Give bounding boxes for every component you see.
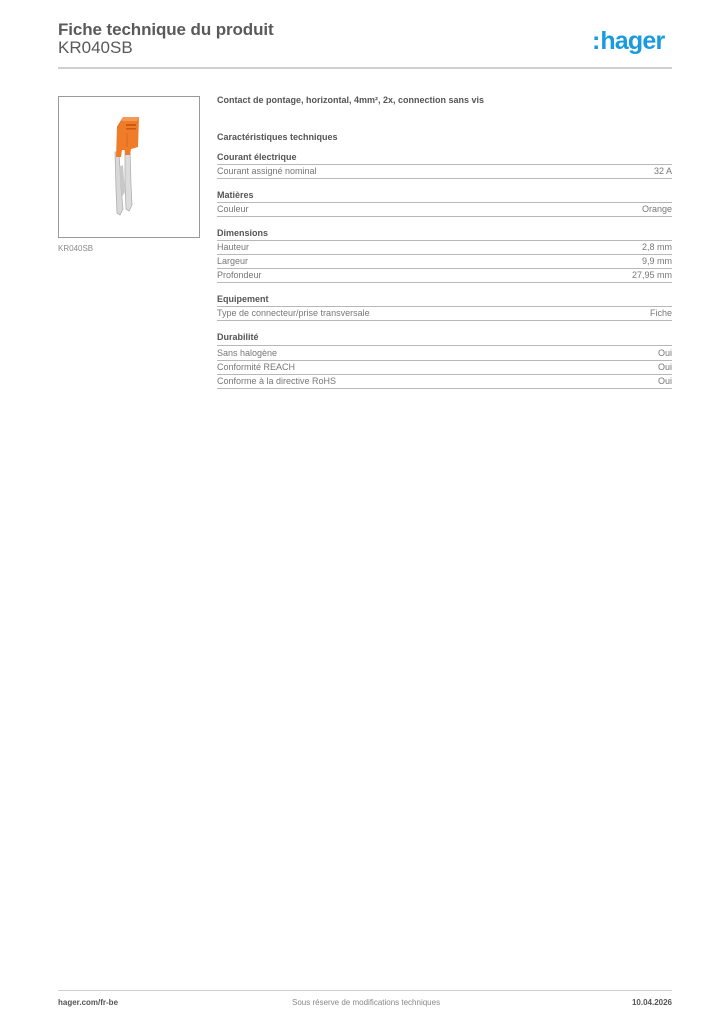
spec-row xyxy=(217,203,672,217)
spec-row xyxy=(217,269,672,283)
footer-date: 10.04.2026 xyxy=(631,998,672,1007)
hager-logo xyxy=(592,27,664,55)
logo-colon: : xyxy=(592,27,601,55)
spec-label: Profondeur xyxy=(217,270,262,280)
spec-row xyxy=(217,165,672,179)
spec-row xyxy=(217,375,672,389)
footer-divider xyxy=(58,990,672,991)
product-code: KR040SB xyxy=(58,38,133,57)
spec-label: Type de connecteur/prise transversale xyxy=(217,308,370,318)
group-title: Durabilité xyxy=(217,331,672,346)
product-description: Contact de pontage, horizontal, 4mm², 2x, connection sans vis xyxy=(217,95,485,105)
spec-label: Couleur xyxy=(217,204,249,214)
spec-group-equipement xyxy=(217,293,672,321)
spec-value: 32 A xyxy=(653,166,672,176)
spec-group-dimensions xyxy=(217,227,672,283)
group-title: Courant électrique xyxy=(217,151,672,165)
image-caption: KR040SB xyxy=(58,244,94,253)
spec-row xyxy=(217,255,672,269)
spec-label: Sans halogène xyxy=(217,348,278,358)
spec-row xyxy=(217,361,672,375)
spec-value: Fiche xyxy=(649,308,672,318)
spec-row xyxy=(217,347,672,361)
spec-value: Orange xyxy=(641,204,672,214)
group-title: Equipement xyxy=(217,293,672,307)
logo-text: hager xyxy=(600,27,665,55)
bridging-contact-icon xyxy=(59,97,199,237)
spec-group-matieres xyxy=(217,189,672,217)
spec-group-durabilite xyxy=(217,331,672,389)
spec-value: Oui xyxy=(657,362,672,372)
group-title: Dimensions xyxy=(217,227,672,241)
group-title: Matières xyxy=(217,189,672,203)
spec-value: 2,8 mm xyxy=(641,242,672,252)
spec-row xyxy=(217,241,672,255)
spec-row xyxy=(217,307,672,321)
spec-label: Conformité REACH xyxy=(217,362,296,372)
section-heading: Caractéristiques techniques xyxy=(217,132,338,142)
spec-value: 9,9 mm xyxy=(641,256,672,266)
spec-label: Courant assigné nominal xyxy=(217,166,317,176)
header-divider xyxy=(58,67,672,69)
footer-disclaimer: Sous réserve de modifications techniques xyxy=(292,998,441,1007)
spec-value: Oui xyxy=(657,348,672,358)
spec-value: Oui xyxy=(657,376,672,386)
spec-label: Hauteur xyxy=(217,242,250,252)
spec-label: Largeur xyxy=(217,256,249,266)
page-title: Fiche technique du produit xyxy=(58,20,274,39)
spec-group-courant xyxy=(217,151,672,179)
spec-label: Conforme à la directive RoHS xyxy=(217,376,337,386)
spec-content xyxy=(217,93,672,389)
product-image xyxy=(58,96,200,238)
footer-website-link[interactable]: hager.com/fr-be xyxy=(58,998,119,1007)
spec-value: 27,95 mm xyxy=(631,270,672,280)
